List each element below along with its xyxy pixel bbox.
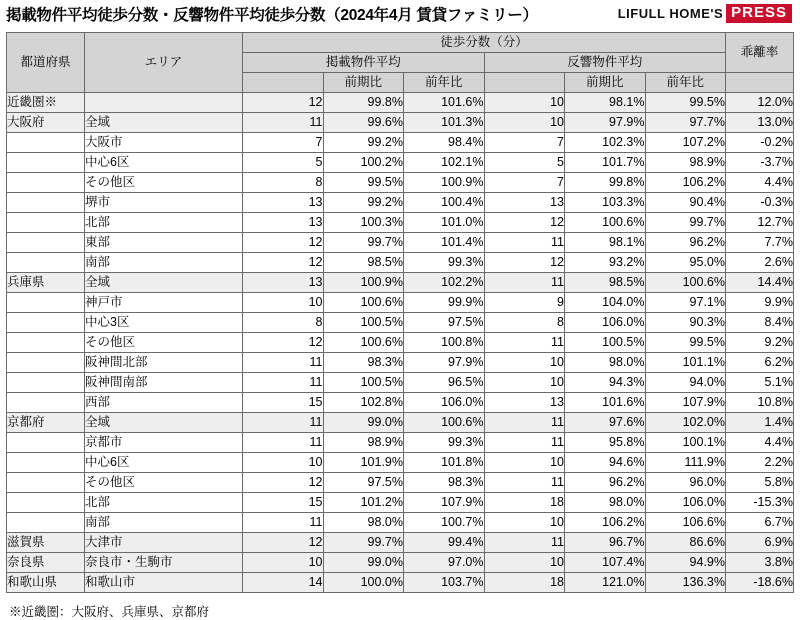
- cell-area: 西部: [85, 393, 243, 413]
- cell-posted-prev-year: 100.7%: [404, 513, 485, 533]
- cell-response-prev-term: 94.3%: [565, 373, 646, 393]
- table-row: [7, 313, 794, 333]
- table-row: [7, 433, 794, 453]
- cell-posted-prev-year: 99.3%: [404, 253, 485, 273]
- cell-prefecture: 近畿圏※: [7, 93, 85, 113]
- cell-prefecture: [7, 513, 85, 533]
- cell-response-prev-year: 86.6%: [645, 533, 726, 553]
- cell-response-prev-year: 98.9%: [645, 153, 726, 173]
- cell-response-value: 10: [484, 353, 565, 373]
- table-row: [7, 113, 794, 133]
- header-response-value: [484, 73, 565, 93]
- table-row: [7, 473, 794, 493]
- cell-prefecture: [7, 373, 85, 393]
- cell-posted-value: 13: [243, 193, 324, 213]
- cell-posted-prev-year: 100.9%: [404, 173, 485, 193]
- cell-response-prev-year: 106.2%: [645, 173, 726, 193]
- cell-prefecture: 奈良県: [7, 553, 85, 573]
- cell-prefecture: [7, 433, 85, 453]
- cell-prefecture: [7, 213, 85, 233]
- cell-deviation: 6.9%: [726, 533, 794, 553]
- table-header-row-1: [7, 33, 794, 53]
- cell-posted-prev-term: 100.5%: [323, 373, 404, 393]
- cell-prefecture: [7, 153, 85, 173]
- cell-response-prev-term: 101.7%: [565, 153, 646, 173]
- cell-response-prev-year: 106.0%: [645, 493, 726, 513]
- cell-response-value: 10: [484, 553, 565, 573]
- walk-minutes-table: [6, 32, 794, 593]
- cell-response-prev-term: 101.6%: [565, 393, 646, 413]
- cell-deviation: -15.3%: [726, 493, 794, 513]
- cell-response-prev-year: 99.5%: [645, 93, 726, 113]
- cell-response-prev-year: 90.4%: [645, 193, 726, 213]
- cell-prefecture: [7, 233, 85, 253]
- cell-area: 中心6区: [85, 153, 243, 173]
- table-row: [7, 293, 794, 313]
- cell-response-value: 11: [484, 273, 565, 293]
- cell-response-value: 11: [484, 233, 565, 253]
- cell-deviation: 12.7%: [726, 213, 794, 233]
- cell-response-prev-year: 101.1%: [645, 353, 726, 373]
- header-area: エリア: [85, 33, 243, 93]
- cell-response-prev-term: 99.8%: [565, 173, 646, 193]
- cell-response-value: 7: [484, 173, 565, 193]
- header-response-average: 反響物件平均: [484, 53, 726, 73]
- cell-deviation: 3.8%: [726, 553, 794, 573]
- cell-posted-prev-term: 102.8%: [323, 393, 404, 413]
- cell-posted-prev-year: 98.3%: [404, 473, 485, 493]
- cell-posted-prev-term: 98.0%: [323, 513, 404, 533]
- cell-posted-value: 14: [243, 573, 324, 593]
- cell-response-prev-year: 136.3%: [645, 573, 726, 593]
- cell-deviation: 6.7%: [726, 513, 794, 533]
- table-row: [7, 393, 794, 413]
- cell-posted-prev-year: 101.4%: [404, 233, 485, 253]
- table-body: [7, 93, 794, 593]
- cell-posted-prev-term: 100.6%: [323, 333, 404, 353]
- cell-response-prev-term: 100.5%: [565, 333, 646, 353]
- cell-area: 中心6区: [85, 453, 243, 473]
- cell-posted-prev-term: 99.0%: [323, 413, 404, 433]
- table-row: [7, 353, 794, 373]
- cell-response-value: 18: [484, 493, 565, 513]
- cell-posted-prev-term: 98.9%: [323, 433, 404, 453]
- cell-area: 大津市: [85, 533, 243, 553]
- cell-response-value: 11: [484, 533, 565, 553]
- cell-posted-value: 11: [243, 513, 324, 533]
- cell-prefecture: [7, 393, 85, 413]
- cell-posted-prev-term: 100.9%: [323, 273, 404, 293]
- cell-response-prev-year: 106.6%: [645, 513, 726, 533]
- cell-deviation: 4.4%: [726, 433, 794, 453]
- cell-deviation: 6.2%: [726, 353, 794, 373]
- cell-deviation: 5.1%: [726, 373, 794, 393]
- cell-posted-prev-term: 100.2%: [323, 153, 404, 173]
- cell-area: 大阪市: [85, 133, 243, 153]
- cell-posted-prev-term: 99.2%: [323, 193, 404, 213]
- cell-response-value: 12: [484, 253, 565, 273]
- table-row: [7, 273, 794, 293]
- cell-posted-value: 5: [243, 153, 324, 173]
- cell-response-value: 13: [484, 393, 565, 413]
- cell-response-value: 11: [484, 333, 565, 353]
- cell-posted-value: 15: [243, 393, 324, 413]
- cell-response-prev-term: 106.2%: [565, 513, 646, 533]
- table-row: [7, 333, 794, 353]
- cell-posted-value: 8: [243, 173, 324, 193]
- cell-area: [85, 93, 243, 113]
- cell-prefecture: 滋賀県: [7, 533, 85, 553]
- cell-area: 神戸市: [85, 293, 243, 313]
- cell-posted-prev-term: 99.8%: [323, 93, 404, 113]
- cell-area: 和歌山市: [85, 573, 243, 593]
- cell-response-prev-term: 104.0%: [565, 293, 646, 313]
- cell-response-prev-term: 98.1%: [565, 93, 646, 113]
- cell-posted-prev-term: 98.5%: [323, 253, 404, 273]
- table-row: [7, 573, 794, 593]
- cell-posted-prev-year: 100.8%: [404, 333, 485, 353]
- cell-posted-value: 11: [243, 373, 324, 393]
- table-row: [7, 453, 794, 473]
- cell-prefecture: 和歌山県: [7, 573, 85, 593]
- title-row: [6, 6, 794, 32]
- table-header: [7, 33, 794, 93]
- cell-response-prev-year: 90.3%: [645, 313, 726, 333]
- cell-posted-value: 11: [243, 353, 324, 373]
- cell-deviation: 7.7%: [726, 233, 794, 253]
- cell-response-prev-term: 98.0%: [565, 353, 646, 373]
- cell-area: 阪神間南部: [85, 373, 243, 393]
- cell-response-value: 12: [484, 213, 565, 233]
- table-row: [7, 553, 794, 573]
- cell-response-value: 13: [484, 193, 565, 213]
- cell-response-prev-term: 102.3%: [565, 133, 646, 153]
- cell-prefecture: [7, 253, 85, 273]
- header-response-prev-year: 前年比: [645, 73, 726, 93]
- table-row: [7, 513, 794, 533]
- cell-response-prev-year: 99.5%: [645, 333, 726, 353]
- cell-response-prev-year: 97.7%: [645, 113, 726, 133]
- cell-response-prev-term: 98.5%: [565, 273, 646, 293]
- header-deviation-blank: [726, 73, 794, 93]
- cell-response-prev-term: 103.3%: [565, 193, 646, 213]
- cell-prefecture: [7, 293, 85, 313]
- table-row: [7, 493, 794, 513]
- cell-response-prev-term: 95.8%: [565, 433, 646, 453]
- cell-response-prev-year: 111.9%: [645, 453, 726, 473]
- cell-area: その他区: [85, 473, 243, 493]
- cell-posted-prev-term: 99.0%: [323, 553, 404, 573]
- table-row: [7, 193, 794, 213]
- cell-posted-value: 11: [243, 113, 324, 133]
- cell-posted-prev-year: 101.3%: [404, 113, 485, 133]
- cell-posted-prev-year: 101.0%: [404, 213, 485, 233]
- table-row: [7, 533, 794, 553]
- cell-prefecture: [7, 173, 85, 193]
- cell-posted-value: 12: [243, 233, 324, 253]
- header-posted-prev-term: 前期比: [323, 73, 404, 93]
- cell-response-prev-term: 106.0%: [565, 313, 646, 333]
- cell-response-prev-year: 99.7%: [645, 213, 726, 233]
- cell-deviation: 4.4%: [726, 173, 794, 193]
- cell-posted-prev-year: 99.9%: [404, 293, 485, 313]
- cell-area: 阪神間北部: [85, 353, 243, 373]
- cell-response-prev-term: 96.2%: [565, 473, 646, 493]
- cell-posted-prev-term: 100.5%: [323, 313, 404, 333]
- cell-response-prev-year: 107.9%: [645, 393, 726, 413]
- cell-deviation: -18.6%: [726, 573, 794, 593]
- cell-response-value: 18: [484, 573, 565, 593]
- cell-deviation: 1.4%: [726, 413, 794, 433]
- cell-posted-prev-year: 98.4%: [404, 133, 485, 153]
- cell-area: 中心3区: [85, 313, 243, 333]
- cell-response-prev-year: 97.1%: [645, 293, 726, 313]
- cell-area: 全域: [85, 273, 243, 293]
- cell-posted-value: 12: [243, 333, 324, 353]
- cell-posted-prev-term: 99.6%: [323, 113, 404, 133]
- cell-posted-prev-term: 100.3%: [323, 213, 404, 233]
- cell-response-prev-term: 94.6%: [565, 453, 646, 473]
- cell-response-prev-year: 96.2%: [645, 233, 726, 253]
- cell-prefecture: 大阪府: [7, 113, 85, 133]
- cell-response-prev-term: 100.6%: [565, 213, 646, 233]
- cell-posted-prev-term: 97.5%: [323, 473, 404, 493]
- cell-area: 南部: [85, 253, 243, 273]
- cell-response-prev-year: 94.9%: [645, 553, 726, 573]
- cell-prefecture: 兵庫県: [7, 273, 85, 293]
- cell-response-prev-term: 98.0%: [565, 493, 646, 513]
- table-row: [7, 233, 794, 253]
- cell-posted-prev-year: 106.0%: [404, 393, 485, 413]
- cell-deviation: -0.2%: [726, 133, 794, 153]
- cell-posted-prev-year: 101.8%: [404, 453, 485, 473]
- cell-posted-value: 13: [243, 213, 324, 233]
- cell-posted-prev-term: 99.5%: [323, 173, 404, 193]
- cell-posted-prev-term: 99.7%: [323, 533, 404, 553]
- cell-response-value: 11: [484, 473, 565, 493]
- cell-posted-prev-term: 98.3%: [323, 353, 404, 373]
- cell-deviation: 5.8%: [726, 473, 794, 493]
- cell-response-prev-term: 97.6%: [565, 413, 646, 433]
- cell-posted-value: 10: [243, 553, 324, 573]
- cell-posted-value: 13: [243, 273, 324, 293]
- table-row: [7, 173, 794, 193]
- cell-response-value: 7: [484, 133, 565, 153]
- cell-deviation: 10.8%: [726, 393, 794, 413]
- cell-posted-prev-year: 102.1%: [404, 153, 485, 173]
- cell-response-value: 10: [484, 373, 565, 393]
- cell-deviation: 12.0%: [726, 93, 794, 113]
- cell-prefecture: 京都府: [7, 413, 85, 433]
- cell-posted-prev-year: 99.3%: [404, 433, 485, 453]
- cell-posted-value: 7: [243, 133, 324, 153]
- table-row: [7, 253, 794, 273]
- cell-response-prev-year: 95.0%: [645, 253, 726, 273]
- cell-deviation: 14.4%: [726, 273, 794, 293]
- cell-posted-prev-year: 100.6%: [404, 413, 485, 433]
- cell-deviation: -0.3%: [726, 193, 794, 213]
- cell-response-prev-year: 102.0%: [645, 413, 726, 433]
- cell-posted-value: 12: [243, 473, 324, 493]
- cell-posted-prev-year: 101.6%: [404, 93, 485, 113]
- header-walk-minutes-group: 徒歩分数（分）: [243, 33, 726, 53]
- cell-response-prev-term: 93.2%: [565, 253, 646, 273]
- cell-response-value: 5: [484, 153, 565, 173]
- cell-deviation: 9.9%: [726, 293, 794, 313]
- cell-prefecture: [7, 193, 85, 213]
- cell-area: 全域: [85, 113, 243, 133]
- cell-response-prev-term: 98.1%: [565, 233, 646, 253]
- cell-area: 堺市: [85, 193, 243, 213]
- cell-posted-prev-year: 99.4%: [404, 533, 485, 553]
- brand-badge: PRESS: [726, 4, 792, 23]
- brand-logo: [618, 4, 792, 23]
- cell-posted-prev-year: 107.9%: [404, 493, 485, 513]
- header-posted-average: 掲載物件平均: [243, 53, 485, 73]
- cell-response-prev-year: 94.0%: [645, 373, 726, 393]
- cell-response-value: 8: [484, 313, 565, 333]
- cell-posted-value: 8: [243, 313, 324, 333]
- cell-prefecture: [7, 453, 85, 473]
- cell-area: 京都市: [85, 433, 243, 453]
- cell-response-prev-term: 97.9%: [565, 113, 646, 133]
- cell-prefecture: [7, 353, 85, 373]
- cell-posted-prev-term: 100.0%: [323, 573, 404, 593]
- cell-area: 奈良市・生駒市: [85, 553, 243, 573]
- cell-deviation: 8.4%: [726, 313, 794, 333]
- cell-prefecture: [7, 133, 85, 153]
- cell-posted-prev-year: 96.5%: [404, 373, 485, 393]
- table-row: [7, 213, 794, 233]
- header-posted-value: [243, 73, 324, 93]
- footnote: ※近畿圏：大阪府、兵庫県、京都府: [9, 605, 210, 619]
- cell-response-value: 10: [484, 93, 565, 113]
- cell-prefecture: [7, 473, 85, 493]
- cell-posted-prev-year: 97.0%: [404, 553, 485, 573]
- cell-posted-prev-year: 102.2%: [404, 273, 485, 293]
- table-row: [7, 153, 794, 173]
- cell-prefecture: [7, 493, 85, 513]
- cell-area: 南部: [85, 513, 243, 533]
- cell-posted-value: 11: [243, 413, 324, 433]
- cell-posted-value: 11: [243, 433, 324, 453]
- cell-posted-prev-term: 100.6%: [323, 293, 404, 313]
- cell-posted-prev-term: 99.7%: [323, 233, 404, 253]
- cell-area: 東部: [85, 233, 243, 253]
- page-title: 掲載物件平均徒歩分数・反響物件平均徒歩分数（2024年4月 賃貸ファミリー）: [6, 7, 538, 24]
- cell-posted-value: 10: [243, 293, 324, 313]
- cell-deviation: 13.0%: [726, 113, 794, 133]
- cell-response-value: 11: [484, 433, 565, 453]
- cell-prefecture: [7, 333, 85, 353]
- cell-posted-value: 10: [243, 453, 324, 473]
- cell-deviation: 2.2%: [726, 453, 794, 473]
- cell-prefecture: [7, 313, 85, 333]
- header-response-prev-term: 前期比: [565, 73, 646, 93]
- brand-name: LIFULL HOME'S: [617, 6, 724, 21]
- cell-deviation: 2.6%: [726, 253, 794, 273]
- cell-posted-value: 12: [243, 93, 324, 113]
- cell-area: 北部: [85, 213, 243, 233]
- cell-deviation: -3.7%: [726, 153, 794, 173]
- table-row: [7, 413, 794, 433]
- cell-response-prev-year: 100.6%: [645, 273, 726, 293]
- cell-area: 北部: [85, 493, 243, 513]
- cell-response-prev-term: 121.0%: [565, 573, 646, 593]
- cell-deviation: 9.2%: [726, 333, 794, 353]
- table-row: [7, 373, 794, 393]
- cell-response-prev-year: 100.1%: [645, 433, 726, 453]
- cell-area: その他区: [85, 333, 243, 353]
- cell-posted-prev-term: 101.2%: [323, 493, 404, 513]
- table-row: [7, 93, 794, 113]
- cell-posted-value: 12: [243, 533, 324, 553]
- cell-response-value: 11: [484, 413, 565, 433]
- cell-posted-prev-term: 99.2%: [323, 133, 404, 153]
- cell-response-prev-term: 107.4%: [565, 553, 646, 573]
- cell-posted-prev-year: 100.4%: [404, 193, 485, 213]
- cell-response-value: 10: [484, 513, 565, 533]
- cell-response-prev-year: 107.2%: [645, 133, 726, 153]
- cell-posted-value: 12: [243, 253, 324, 273]
- cell-response-prev-year: 96.0%: [645, 473, 726, 493]
- cell-response-value: 10: [484, 113, 565, 133]
- cell-area: その他区: [85, 173, 243, 193]
- table-row: [7, 133, 794, 153]
- cell-posted-prev-term: 101.9%: [323, 453, 404, 473]
- header-posted-prev-year: 前年比: [404, 73, 485, 93]
- cell-posted-prev-year: 97.9%: [404, 353, 485, 373]
- cell-posted-prev-year: 97.5%: [404, 313, 485, 333]
- cell-response-value: 9: [484, 293, 565, 313]
- header-deviation: 乖離率: [726, 33, 794, 73]
- cell-response-prev-term: 96.7%: [565, 533, 646, 553]
- cell-area: 全域: [85, 413, 243, 433]
- header-prefecture: 都道府県: [7, 33, 85, 93]
- cell-posted-prev-year: 103.7%: [404, 573, 485, 593]
- cell-posted-value: 15: [243, 493, 324, 513]
- cell-response-value: 10: [484, 453, 565, 473]
